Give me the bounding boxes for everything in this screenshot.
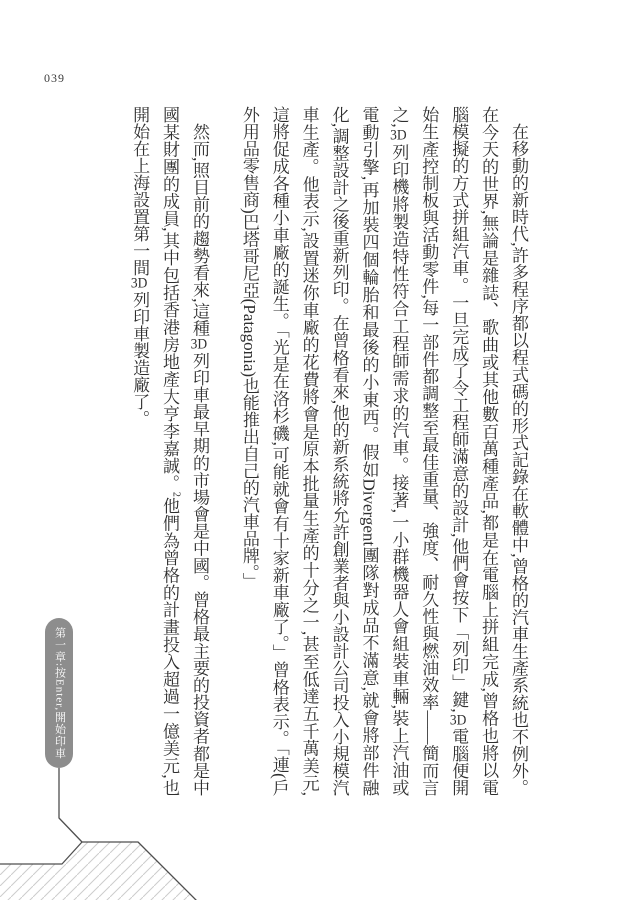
text-run: 列印車最早期的市場會是中國。曾格最主要的投資者都是中國某財團的成員,其中包括香港房地產大亨李嘉誠。 xyxy=(160,106,209,797)
page-number: 039 xyxy=(44,71,65,85)
text-run-horizontal-3d: 3D xyxy=(449,712,467,728)
text-run-horizontal-3d: 3D xyxy=(130,276,148,291)
text-run: 在移動的新時代,許多程序都以程式碼的形式記錄在軟體中,曾格的汽車生產系統也不例外。在今天的世界,無論是雜誌、歌曲或其他數百萬種產品,都是在電腦上拼組完成,曾格也將以電腦模擬的方式拼組汽車。一旦完成了令工程師滿意的設計,他們會按下「列印」鍵, xyxy=(449,106,528,796)
chapter-tab xyxy=(45,618,73,768)
text-run: 列印機將製造特性符合工程師需求的汽車。接著,一小群機器人會組裝車輛,裝上汽油或電動引擎,再加裝四個輪胎和最後的小東西。假如 xyxy=(359,106,409,796)
text-run: 他們為曾格的計畫投入超過一億美元,也開始在上海設置第一間 xyxy=(130,106,180,797)
text-run-latin: Divergent xyxy=(359,478,379,547)
paragraph xyxy=(234,106,533,796)
hatch-area xyxy=(0,805,240,900)
text-run-latin: (Patagonia) xyxy=(239,298,259,378)
text-run-horizontal-3d: 3D xyxy=(390,128,407,144)
text-run-horizontal-3d: 3D xyxy=(190,336,208,352)
body-text xyxy=(73,106,533,796)
corner-decoration xyxy=(0,765,240,900)
text-run: 然而,照目前的趨勢看來,這種 xyxy=(189,123,209,337)
text-run: 列印車製造廠了。 xyxy=(130,291,150,427)
text-run: 電腦便開始生產控制板與活動零件,每一部件都調整至最佳重量、強度、耐久性與燃油效率——簡而言之, xyxy=(389,106,469,796)
chapter-tab-label: 第一章:按Enter,開始印車 xyxy=(53,626,66,760)
paragraph xyxy=(124,106,214,796)
text-run: 也能推出自己的汽車品牌。」 xyxy=(239,377,259,590)
text-run: 團隊對成品不滿意,就會將部件融化,調整設計之後重新列印。在曾格看來,他的新系統將允許創業者與小設計公司投入小規模汽車生產。他表示,設置迷你車廠的花費將會是原本批量生產的十分之一,甚至低達五千萬美元,這將促成各種小車廠的誕生。「光是在洛杉磯,可能就會有十家新車廠了。」曾格表示。「連(戶外用品零售商)巴塔哥尼亞 xyxy=(239,106,379,797)
footnote-marker: 2 xyxy=(170,491,182,497)
